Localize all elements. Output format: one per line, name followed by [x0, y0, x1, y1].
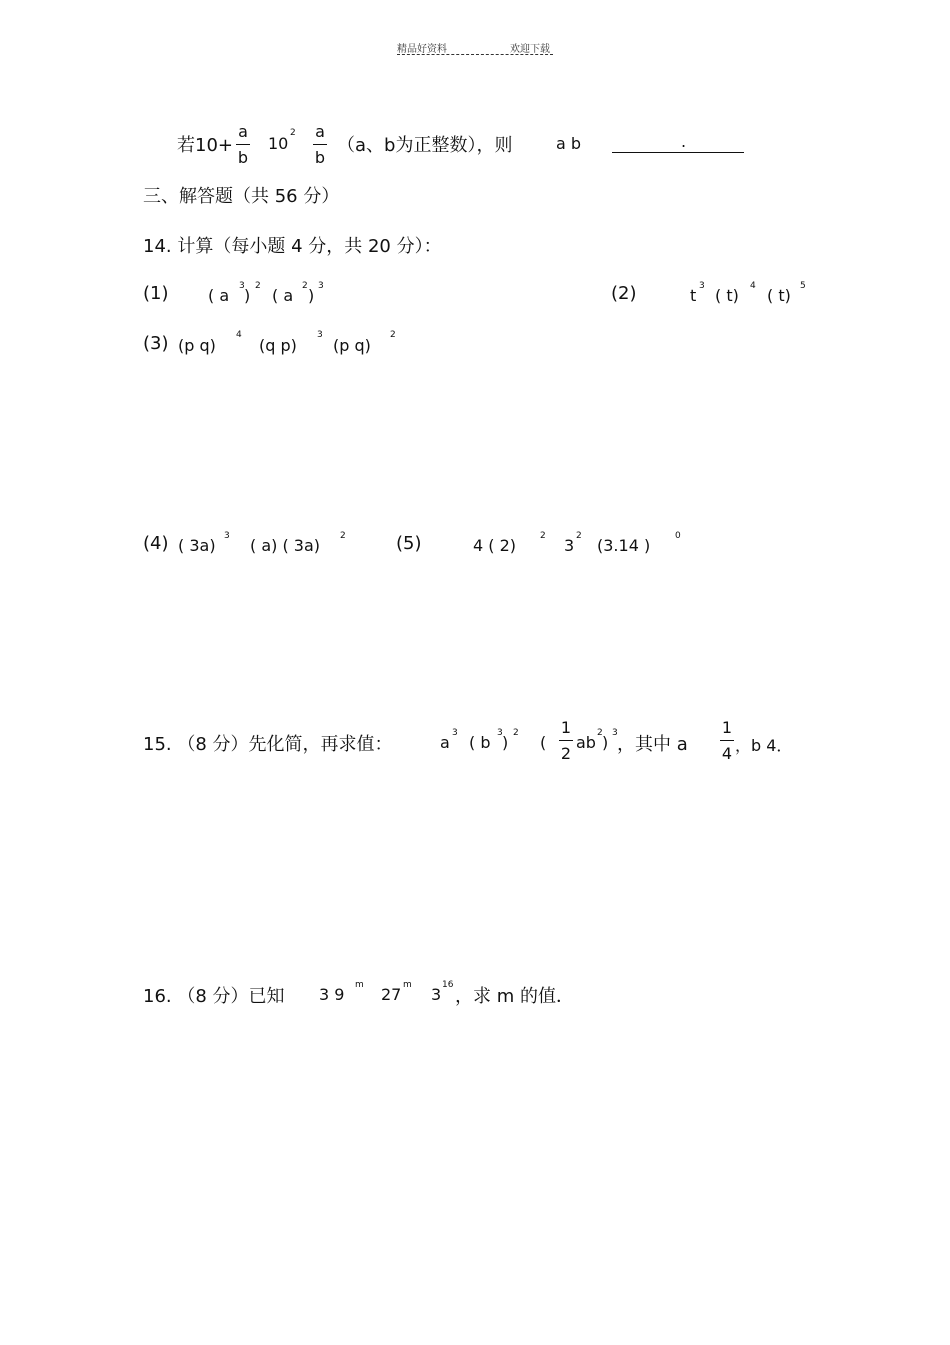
- q14-p1-s2: 2: [255, 281, 261, 291]
- q13-frac1-num: a: [238, 122, 248, 141]
- q15-s2: 3: [497, 728, 503, 738]
- q15-e1: a: [440, 733, 450, 752]
- q13-answer-blank: [612, 152, 744, 153]
- q14-p5-e3: (3.14 ): [597, 536, 651, 555]
- q14-title: 14. 计算（每小题 4 分，共 20 分）：: [143, 236, 442, 257]
- q16-s1: m: [355, 980, 364, 990]
- header-left: 精品好资料: [397, 44, 447, 55]
- q14-p3-e3: (p q): [333, 336, 371, 355]
- q14-p4-e2: ( a) ( 3a): [250, 536, 321, 555]
- q14-p5-s3: 0: [675, 531, 681, 541]
- q15-s6: 3: [612, 728, 618, 738]
- q14-p1-s4: 3: [318, 281, 324, 291]
- q14-p2-s2: 4: [750, 281, 756, 291]
- q13-frac2-num: a: [315, 122, 325, 141]
- q14-p5-num: (5): [396, 533, 422, 554]
- header-right: 欢迎下载: [510, 44, 550, 55]
- q14-p2-e1: t: [690, 286, 697, 305]
- q13-prefix: 若10+: [177, 135, 233, 156]
- q14-p1-e1: ( a: [208, 286, 230, 305]
- q15-s3: 2: [513, 728, 519, 738]
- q13-note: （a、b为正整数），则: [337, 135, 513, 156]
- q14-p5-e1: 4 ( 2): [473, 536, 517, 555]
- q13-ab: a b: [556, 134, 582, 153]
- q14-p1-num: (1): [143, 283, 169, 304]
- header-divider: [397, 54, 553, 55]
- q14-p4-e1: ( 3a): [178, 536, 216, 555]
- q14-p2-num: (2): [611, 283, 637, 304]
- q15-e4: (: [540, 733, 547, 752]
- q15-e2: ( b: [469, 733, 491, 752]
- q16-title: 16. （8 分）已知: [143, 986, 285, 1007]
- q15-frac-den: 2: [560, 744, 572, 763]
- q14-p3-s1: 4: [236, 330, 242, 340]
- q14-p3-e1: (p q): [178, 336, 216, 355]
- q14-p5-e2: 3: [564, 536, 575, 555]
- q13-frac1-bar: [236, 144, 250, 145]
- q14-p1-e3: ( a: [272, 286, 294, 305]
- q14-p2-s1: 3: [699, 281, 705, 291]
- q14-p1-e4: ): [308, 286, 315, 305]
- q16-e2: 27: [381, 985, 402, 1004]
- q14-p5-s2: 2: [576, 531, 582, 541]
- q16-s2: m: [403, 980, 412, 990]
- q14-p3-s3: 2: [390, 330, 396, 340]
- q15-tail: ，b 4．: [735, 736, 793, 755]
- q13-dot: .: [681, 132, 687, 151]
- q14-p3-e2: (q p): [259, 336, 297, 355]
- q14-p1-s1: 3: [239, 281, 245, 291]
- q13-frac2-bar: [313, 144, 327, 145]
- q14-p4-s2: 2: [340, 531, 346, 541]
- q16-s3: 16: [442, 980, 454, 990]
- q15-e6: ): [602, 733, 609, 752]
- q15-frac-bar: [559, 740, 573, 741]
- q14-p4-num: (4): [143, 533, 169, 554]
- q14-p2-s3: 5: [800, 281, 806, 291]
- section3-title: 三、解答题（共 56 分）: [143, 186, 340, 207]
- q13-frac2-den: b: [314, 148, 326, 167]
- q14-p4-s1: 3: [224, 531, 230, 541]
- q15-s1: 3: [452, 728, 458, 738]
- q14-p5-s1: 2: [540, 531, 546, 541]
- q16-e3: 3: [431, 985, 442, 1004]
- q13-ten: 10: [268, 134, 289, 153]
- q15-e3: ): [502, 733, 509, 752]
- q15-value-num: 1: [721, 718, 733, 737]
- q14-p3-s2: 3: [317, 330, 323, 340]
- q15-value-den: 4: [721, 744, 733, 763]
- q15-value-bar: [720, 740, 734, 741]
- q15-e5: ab: [576, 733, 596, 752]
- q14-p2-e2: ( t): [715, 286, 739, 305]
- q13-ten-exp: 2: [290, 128, 296, 138]
- q15-title: 15. （8 分）先化简，再求值：: [143, 734, 393, 755]
- q16-tail: ，求 m 的值．: [455, 986, 574, 1007]
- q15-where: ，其中 a: [617, 734, 688, 755]
- q13-frac1-den: b: [237, 148, 249, 167]
- q15-frac-num: 1: [560, 718, 572, 737]
- q15-s5: 2: [597, 728, 603, 738]
- q14-p3-num: (3): [143, 333, 169, 354]
- q16-e1: 3 9: [319, 985, 345, 1004]
- q14-p1-s3: 2: [302, 281, 308, 291]
- q14-p1-e2: ): [244, 286, 251, 305]
- q14-p2-e3: ( t): [767, 286, 791, 305]
